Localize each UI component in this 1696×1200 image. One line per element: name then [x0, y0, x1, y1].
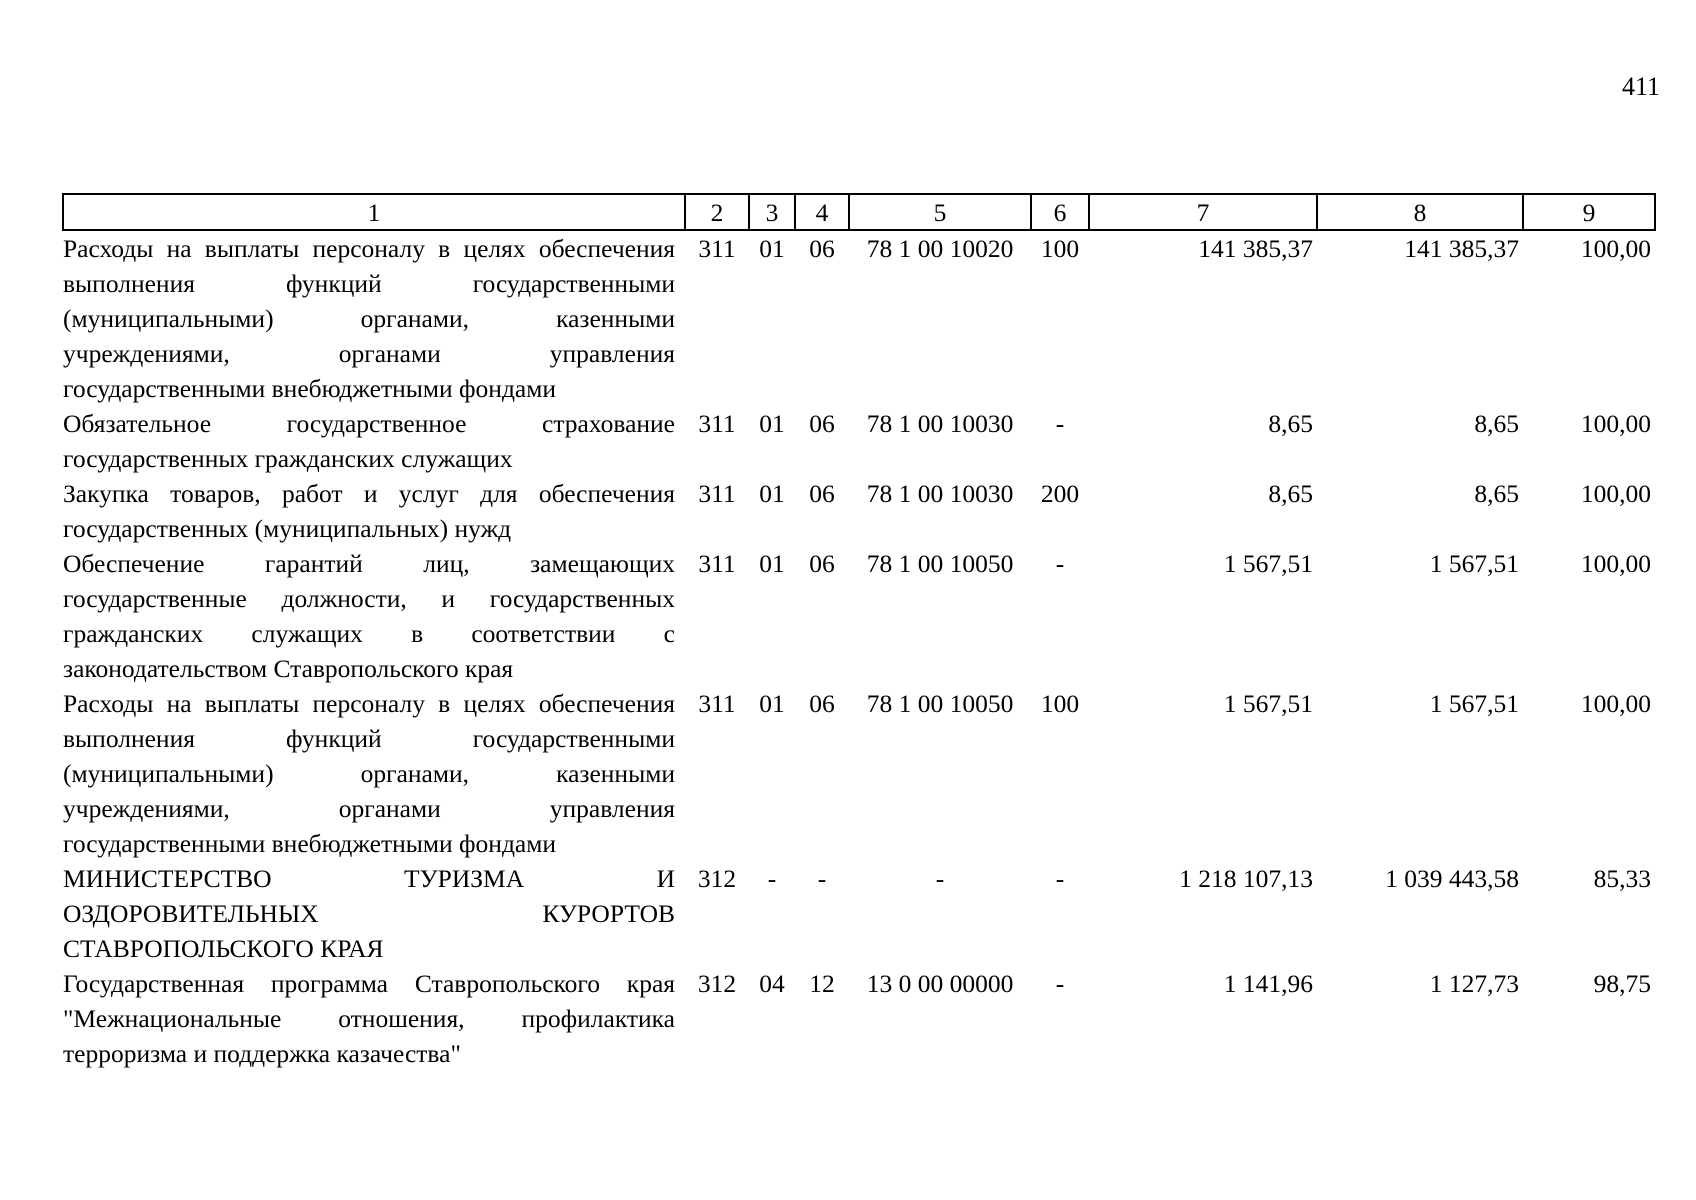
cell-executed: 141 385,37 [1404, 234, 1519, 263]
cell-planned: 141 385,37 [1198, 234, 1313, 263]
cell-expense-type: 200 [1040, 479, 1080, 508]
cell-section: 01 [759, 549, 785, 578]
table-row [63, 966, 1655, 1071]
cell-admin-code: 312 [697, 864, 737, 893]
column-header: 7 [1089, 194, 1317, 230]
cell-percent: 100,00 [1580, 479, 1651, 508]
cell-target-article: 78 1 00 10030 [866, 409, 1014, 438]
cell-planned: 1 567,51 [1223, 549, 1313, 578]
cell-admin-code: 311 [698, 689, 736, 718]
cell-executed: 1 567,51 [1429, 549, 1519, 578]
cell-subsection: 06 [809, 689, 835, 718]
cell-subsection: 12 [809, 969, 835, 998]
row-description: Закупка товаров, работ и услуг для обеспечения государственных (муниципальных) нужд [63, 479, 675, 543]
cell-admin-code: 311 [698, 409, 736, 438]
column-header: 1 [63, 194, 685, 230]
cell-executed: 8,65 [1474, 409, 1519, 438]
cell-executed: 1 567,51 [1429, 689, 1519, 718]
cell-percent: 98,75 [1593, 969, 1651, 998]
table-row [63, 230, 1655, 406]
table-body [63, 230, 1655, 1071]
cell-executed: 8,65 [1474, 479, 1519, 508]
cell-planned: 1 141,96 [1223, 969, 1313, 998]
cell-planned: 1 218 107,13 [1179, 864, 1313, 893]
row-description: Обеспечение гарантий лиц, замещающих государственные должности, и государственных гражданских служащих в соответствии с законодательством Ставропольского края [63, 549, 675, 683]
cell-section: - [767, 864, 777, 893]
column-header: 9 [1523, 194, 1655, 230]
cell-admin-code: 311 [698, 479, 736, 508]
cell-section: 01 [759, 234, 785, 263]
cell-target-article: 78 1 00 10050 [866, 689, 1014, 718]
cell-percent: 100,00 [1580, 549, 1651, 578]
cell-target-article: 78 1 00 10050 [866, 549, 1014, 578]
cell-percent: 100,00 [1580, 409, 1651, 438]
row-description: Расходы на выплаты персоналу в целях обеспечения выполнения функций государственными (муниципальными) органами, казенными учреждениями, органами управления государственными внебюджетными фондами [63, 234, 675, 403]
cell-subsection: 06 [809, 479, 835, 508]
cell-percent: 100,00 [1580, 689, 1651, 718]
table-row [63, 476, 1655, 546]
cell-planned: 8,65 [1268, 479, 1313, 508]
column-header: 4 [795, 194, 849, 230]
cell-admin-code: 311 [698, 234, 736, 263]
table-row [63, 406, 1655, 476]
cell-section: 01 [759, 689, 785, 718]
cell-planned: 1 567,51 [1223, 689, 1313, 718]
cell-target-article: 78 1 00 10020 [866, 234, 1014, 263]
cell-executed: 1 127,73 [1429, 969, 1519, 998]
cell-section: 04 [759, 969, 785, 998]
budget-table [62, 193, 1656, 1071]
cell-expense-type: - [1055, 549, 1065, 578]
column-header: 8 [1317, 194, 1523, 230]
cell-planned: 8,65 [1268, 409, 1313, 438]
row-description: МИНИСТЕРСТВО ТУРИЗМА И ОЗДОРОВИТЕЛЬНЫХ КУРОРТОВ СТАВРОПОЛЬСКОГО КРАЯ [63, 864, 675, 963]
column-header: 2 [685, 194, 749, 230]
table-row [63, 546, 1655, 686]
cell-admin-code: 312 [697, 969, 737, 998]
cell-subsection: 06 [809, 234, 835, 263]
cell-subsection: 06 [809, 409, 835, 438]
page-number: 411 [1621, 72, 1660, 101]
cell-target-article: 78 1 00 10030 [866, 479, 1014, 508]
column-header: 6 [1031, 194, 1089, 230]
cell-expense-type: - [1055, 969, 1065, 998]
cell-section: 01 [759, 479, 785, 508]
cell-expense-type: - [1055, 864, 1065, 893]
table-row [63, 861, 1655, 966]
cell-expense-type: 100 [1040, 234, 1080, 263]
cell-subsection: - [817, 864, 827, 893]
column-header: 5 [849, 194, 1031, 230]
cell-target-article: 13 0 00 00000 [866, 969, 1014, 998]
table-row [63, 686, 1655, 861]
row-description: Расходы на выплаты персоналу в целях обеспечения выполнения функций государственными (муниципальными) органами, казенными учреждениями, органами управления государственными внебюджетными фондами [63, 689, 675, 858]
cell-expense-type: 100 [1040, 689, 1080, 718]
cell-section: 01 [759, 409, 785, 438]
cell-target-article: - [935, 864, 945, 893]
row-description: Обязательное государственное страхование государственных гражданских служащих [63, 409, 675, 473]
cell-percent: 85,33 [1593, 864, 1651, 893]
column-header: 3 [749, 194, 795, 230]
row-description: Государственная программа Ставропольского края "Межнациональные отношения, профилактика терроризма и поддержка казачества" [63, 969, 675, 1068]
cell-expense-type: - [1055, 409, 1065, 438]
table-header [63, 194, 1655, 230]
cell-percent: 100,00 [1580, 234, 1651, 263]
cell-admin-code: 311 [698, 549, 736, 578]
cell-executed: 1 039 443,58 [1385, 864, 1519, 893]
cell-subsection: 06 [809, 549, 835, 578]
